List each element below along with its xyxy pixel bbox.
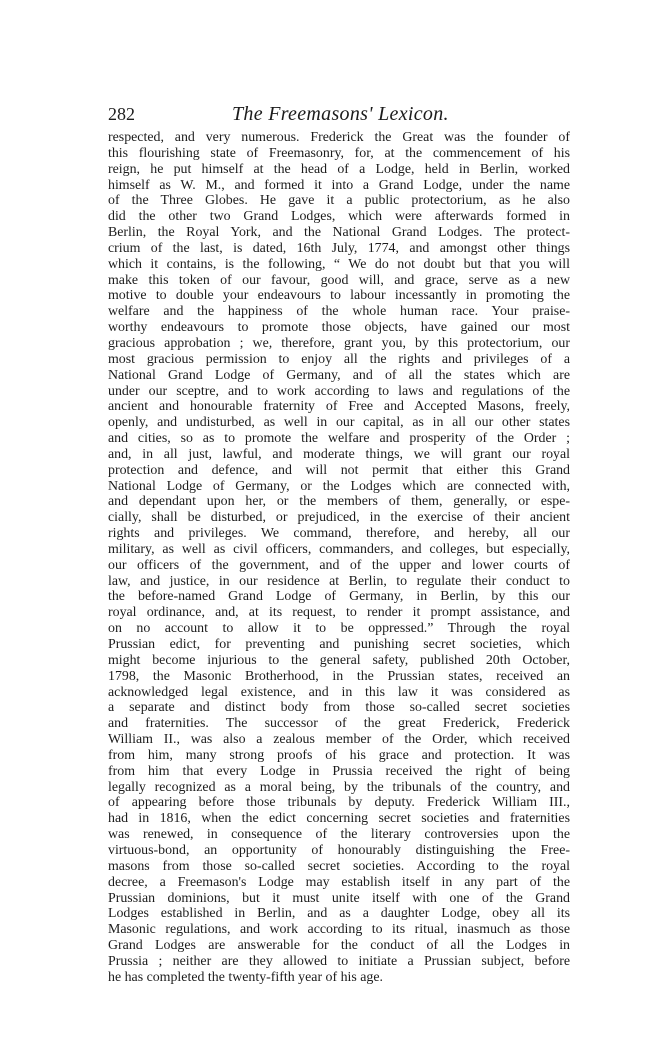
text-line: openly, and undisturbed, as well in our capital, as in all our other states (108, 415, 570, 431)
text-line: Prussian dominions, but it must unite itself with one of the Grand (108, 890, 570, 906)
text-line: from him, many strong proofs of his grace and protection. It was (108, 747, 570, 763)
text-line: decree, a Freemason's Lodge may establish itself in any part of the (108, 874, 570, 890)
text-line: gracious approbation ; we, therefore, grant you, by this protectorium, our (108, 335, 570, 351)
text-line: our officers of the government, and of the upper and lower courts of (108, 557, 570, 573)
text-line: royal ordinance, and, at its request, to render it prompt assistance, and (108, 605, 570, 621)
text-line: Prussian edict, for preventing and punishing secret societies, which (108, 637, 570, 652)
text-line: he has completed the twenty-fifth year of his age. (108, 969, 384, 985)
text-line: under our sceptre, and to work according to laws and regulations of the (108, 383, 570, 399)
text-line: respected, and very numerous. Frederick the Great was the founder of (108, 130, 570, 145)
text-line: acknowledged legal existence, and in this law it was considered as (108, 684, 570, 700)
text-line: Berlin, the Royal York, and the National Grand Lodges. The protect- (108, 225, 570, 241)
text-line: rights and privileges. We command, therefore, and hereby, all our (108, 526, 570, 542)
text-line: legally recognized as a moral being, by the tribunals of the country, and (108, 779, 570, 795)
text-line: National Lodge of Germany, or the Lodges which are connected with, (108, 478, 570, 494)
page-header (108, 103, 570, 125)
text-line: Prussia ; neither are they allowed to initiate a Prussian subject, before (108, 953, 570, 969)
text-line: of the Three Globes. He gave it a public protectorium, as he also (108, 193, 570, 209)
text-line: National Grand Lodge of Germany, and of all the states which are (108, 367, 570, 383)
text-line: from him that every Lodge in Prussia received the right of being (108, 763, 570, 779)
text-line: himself as W. M., and formed it into a Grand Lodge, under the name (108, 177, 570, 193)
text-line: motive to double your endeavours to labour incessantly in promoting the (108, 288, 570, 304)
text-line: did the other two Grand Lodges, which were afterwards formed in (108, 209, 570, 225)
page-number: 282 (108, 104, 135, 124)
text-line: which it contains, is the following, “ We do not doubt but that you will (108, 256, 570, 272)
text-line: crium of the last, is dated, 16th July, 1774, and amongst other things (108, 240, 570, 256)
text-line: welfare and the happiness of the whole human race. Your praise- (108, 304, 570, 320)
text-line: protection and defence, and will not permit that either this Grand (108, 462, 570, 478)
text-line: ancient and honourable fraternity of Free and Accepted Masons, freely, (108, 399, 570, 415)
text-line: was renewed, in consequence of the literary controversies upon the (108, 827, 570, 843)
text-line: masons from those so-called secret societies. According to the royal (108, 858, 570, 874)
text-line: worthy endeavours to promote those objects, have gained our most (108, 320, 570, 336)
text-line: had in 1816, when the edict concerning secret societies and fraternities (108, 811, 570, 827)
text-line: and, in all just, lawful, and moderate things, we will grant our royal (108, 446, 570, 462)
text-line: of appearing before those tribunals by deputy. Frederick William III., (108, 795, 570, 811)
text-line: Lodges established in Berlin, and as a daughter Lodge, obey all its (108, 906, 570, 922)
text-line: this flourishing state of Freemasonry, for, at the commencement of his (108, 145, 570, 161)
text-line: and cities, so as to promote the welfare and prosperity of the Order ; (108, 431, 570, 447)
text-line: make this token of our favour, good will, and grace, serve as a new (108, 272, 570, 288)
text-line: military, as well as civil officers, commanders, and colleges, but especially, (108, 541, 570, 557)
text-line: and dependant upon her, or the members of them, generally, or espe- (108, 494, 570, 510)
text-line: 1798, the Masonic Brotherhood, in the Prussian states, received an (108, 668, 570, 684)
text-line: the before-named Grand Lodge of Germany, in Berlin, by this our (108, 589, 570, 605)
running-title: The Freemasons' Lexicon. (232, 103, 449, 125)
text-line: cially, shall be disturbed, or prejudiced, in the exercise of their ancient (108, 510, 570, 526)
text-line: most gracious permission to enjoy all the rights and privileges of a (108, 351, 570, 367)
text-line: reign, he put himself at the head of a Lodge, held in Berlin, worked (108, 161, 570, 177)
text-line: a separate and distinct body from those so-called secret societies (108, 700, 570, 716)
text-line: Masonic regulations, and work according to its ritual, inasmuch as those (108, 922, 570, 938)
text-line: virtuous-bond, an opportunity of honourably distinguishing the Free- (108, 842, 570, 858)
text-line: Grand Lodges are answerable for the conduct of all the Lodges in (108, 938, 570, 954)
body-text (108, 130, 570, 986)
text-line: might become injurious to the general safety, published 20th October, (108, 652, 570, 668)
text-line: on no account to allow it to be oppressed.” Through the royal (108, 621, 570, 637)
text-line: and fraternities. The successor of the great Frederick, Frederick (108, 716, 570, 732)
text-line: law, and justice, in our residence at Berlin, to regulate their conduct to (108, 573, 570, 589)
text-line: William II., was also a zealous member of the Order, which received (108, 732, 570, 748)
